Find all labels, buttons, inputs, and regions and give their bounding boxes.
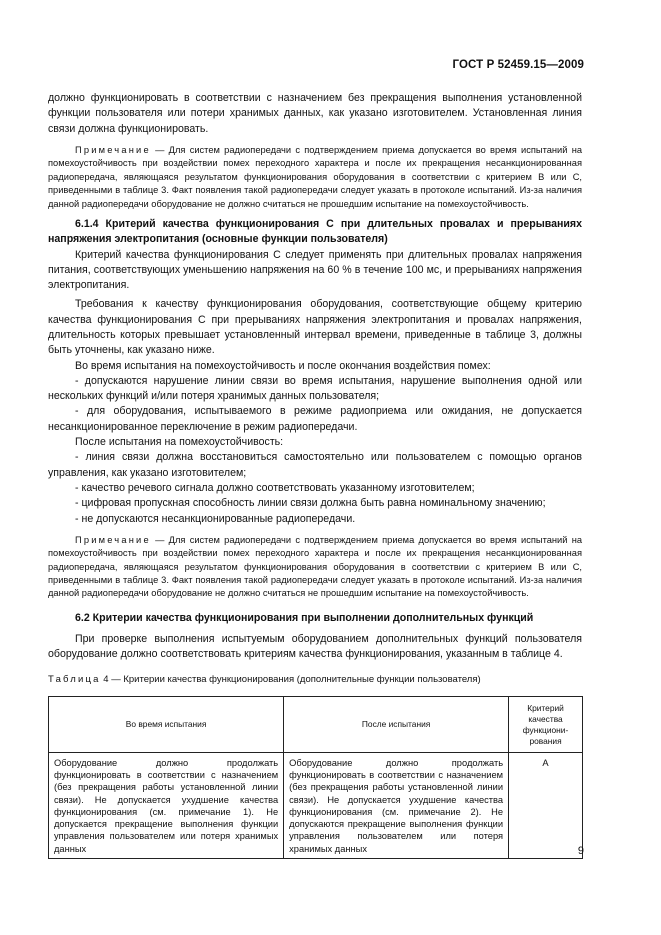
table-header-row — [49, 697, 583, 753]
criteria-table — [48, 696, 583, 859]
column-header-after: После испытания — [284, 697, 509, 753]
table-caption — [48, 672, 582, 687]
note-text: — Для систем радиопередачи с подтверждением приема допускается во время испытаний на помехоустойчивость при воздействии помех переходного характера и после их прекращения несанкционированная радиопередача, являющаяся результатом функционирования оборудования в соответствии с критерием В или С, приведенными в таблице 3. Факт появления такой радиопередачи следует указать в протоколе испытаний. Из-за наличия данной радиопередачи оборудование не должно считаться не прошедшим испытание на помехоустойчивость. — [48, 534, 582, 599]
cell-criterion: А — [509, 753, 583, 859]
column-header-during: Во время испытания — [49, 697, 284, 753]
document-id: ГОСТ Р 52459.15—2009 — [452, 59, 584, 71]
note — [48, 144, 582, 211]
table-row — [49, 753, 583, 859]
note-label: Примечание — [75, 534, 151, 545]
table-caption-label: Таблица — [48, 673, 101, 685]
list-item: - цифровая пропускная способность линии связи должна быть равна номинальному значению; — [75, 497, 546, 510]
cell-during: Оборудование должно продолжать функционировать в соответствии с назначением (без прекращения работы установленной линии связи). Не допускается ухудшение качества функционирования (см. примечание 1). Не допускается прекращение выполнения функции управления пользователем или потеря хранимых данных — [49, 753, 284, 859]
cell-after: Оборудование должно продолжать функционировать в соответствии с назначением (без прекращения работы установленной линии связи). Не допускается ухудшение качества функционирования (см. примечание 2). Не допускаются прекращение выполнения функции управления пользователем или потеря хранимых данных — [284, 753, 509, 859]
paragraph: Во время испытания на помехоустойчивость и после окончания воздействия помех: — [75, 359, 491, 372]
paragraph: Требования к качеству функционирования оборудования, соответствующие общему критерию качества функционирования С при прерываниях напряжения электропитания и провалах напряжения, длительность которых превышает установленный интервал времени, приведенные в таблице 3, должны быть уточнены, как указано ниже. — [48, 298, 582, 357]
note — [48, 534, 582, 601]
page-content — [48, 91, 582, 859]
paragraph: При проверке выполнения испытуемым оборудованием дополнительных функций пользователя оборудование должно соответствовать критериям качества функционирования, указанным в таблице 4. — [48, 633, 582, 661]
list-item: - линия связи должна восстановиться самостоятельно или пользователем с помощью органов управления, как указано изготовителем; — [48, 451, 582, 479]
note-text: — Для систем радиопередачи с подтверждением приема допускается во время испытаний на помехоустойчивость при воздействии помех переходного характера и после их прекращения несанкционированная радиопередача, являющаяся результатом функционирования оборудования в соответствии с критерием В или С, приведенными в таблице 3. Факт появления такой радиопередачи следует указать в протоколе испытаний. Из-за наличия данной радиопередачи оборудование не должно считаться не прошедшим испытание на помехоустойчивость. — [48, 144, 582, 209]
page-number: 9 — [577, 845, 584, 857]
table-caption-text: 4 — Критерии качества функционирования (дополнительные функции пользователя) — [100, 673, 481, 685]
list-item: - не допускаются несанкционированные радиопередачи. — [75, 512, 356, 525]
note-label: Примечание — [75, 144, 151, 155]
paragraph: должно функционировать в соответствии с назначением без прекращения выполнения установленной функции пользователя или потери хранимых данных, как указано изготовителем. Установленная линия связи должна функционировать. — [48, 92, 582, 135]
list-item: - допускаются нарушение линии связи во время испытания, нарушение выполнения одной или нескольких функций и/или потеря хранимых данных пользователя; — [48, 374, 582, 403]
column-header-criterion: Критерий качества функционирования — [509, 697, 583, 753]
paragraph: После испытания на помехоустойчивость: — [75, 436, 284, 449]
paragraph: Критерий качества функционирования С следует применять при длительных провалах напряжения питания, соответствующих уменьшению напряжения на 60 % в течение 100 мс, и прерываниях напряжения электропитания. — [48, 248, 582, 292]
section-heading: 6.2 Критерии качества функционирования при выполнении дополнительных функций — [75, 611, 534, 624]
list-item: - качество речевого сигнала должно соответствовать указанному изготовителем; — [75, 481, 475, 494]
list-item: - для оборудования, испытываемого в режиме радиоприема или ожидания, не допускается несанкционированное переключение в режим радиопередачи. — [48, 405, 582, 433]
section-heading: 6.1.4 Критерий качества функционирования С при длительных провалах и прерываниях напряжения электропитания (основные функции пользователя) — [48, 217, 582, 246]
